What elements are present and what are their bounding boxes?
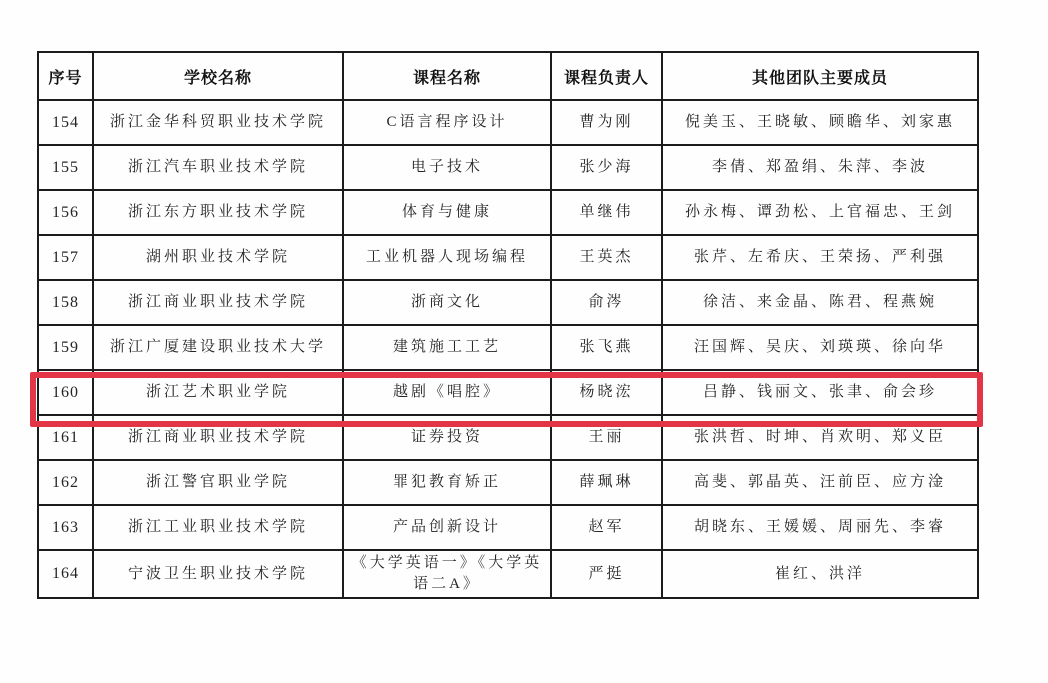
table-row [38,145,978,190]
cell-school: 宁波卫生职业技术学院 [93,550,343,598]
col-header-members: 其他团队主要成员 [662,52,978,100]
cell-no: 163 [38,505,93,550]
cell-no: 155 [38,145,93,190]
cell-school: 浙江金华科贸职业技术学院 [93,100,343,145]
cell-course: 体育与健康 [343,190,551,235]
cell-leader: 薛珮琳 [551,460,662,505]
cell-leader: 严挺 [551,550,662,598]
table-row [38,505,978,550]
cell-members: 吕静、钱丽文、张聿、俞会珍 [662,370,978,415]
table-row [38,550,978,598]
cell-members: 李倩、郑盈绢、朱萍、李波 [662,145,978,190]
cell-course: 产品创新设计 [343,505,551,550]
cell-course: 证券投资 [343,415,551,460]
cell-school: 浙江警官职业学院 [93,460,343,505]
table-row [38,235,978,280]
cell-leader: 单继伟 [551,190,662,235]
cell-no: 156 [38,190,93,235]
cell-school: 浙江商业职业技术学院 [93,280,343,325]
cell-no: 161 [38,415,93,460]
cell-school: 浙江汽车职业技术学院 [93,145,343,190]
table-row [38,325,978,370]
cell-school: 浙江商业职业技术学院 [93,415,343,460]
cell-no: 158 [38,280,93,325]
col-header-no: 序号 [38,52,93,100]
cell-leader: 王英杰 [551,235,662,280]
cell-members: 张洪哲、时坤、肖欢明、郑义臣 [662,415,978,460]
table-row [38,460,978,505]
cell-school: 浙江工业职业技术学院 [93,505,343,550]
cell-leader: 赵军 [551,505,662,550]
cell-leader: 曹为刚 [551,100,662,145]
cell-no: 157 [38,235,93,280]
cell-school: 浙江艺术职业学院 [93,370,343,415]
cell-course: 工业机器人现场编程 [343,235,551,280]
cell-no: 160 [38,370,93,415]
col-header-course: 课程名称 [343,52,551,100]
cell-no: 164 [38,550,93,598]
cell-course: 罪犯教育矫正 [343,460,551,505]
cell-members: 汪国辉、吴庆、刘瑛瑛、徐向华 [662,325,978,370]
cell-no: 154 [38,100,93,145]
course-award-table [37,51,979,599]
cell-leader: 王丽 [551,415,662,460]
table-row [38,190,978,235]
cell-members: 孙永梅、谭劲松、上官福忠、王剑 [662,190,978,235]
cell-members: 倪美玉、王晓敏、顾瞻华、刘家惠 [662,100,978,145]
cell-leader: 杨晓浤 [551,370,662,415]
cell-course: 电子技术 [343,145,551,190]
cell-leader: 张少海 [551,145,662,190]
cell-leader: 俞涔 [551,280,662,325]
cell-leader: 张飞燕 [551,325,662,370]
cell-school: 湖州职业技术学院 [93,235,343,280]
cell-no: 162 [38,460,93,505]
cell-members: 崔红、洪洋 [662,550,978,598]
table-row-highlighted [38,370,978,415]
cell-school: 浙江广厦建设职业技术大学 [93,325,343,370]
cell-members: 徐洁、来金晶、陈君、程燕婉 [662,280,978,325]
table-row [38,100,978,145]
cell-members: 胡晓东、王媛媛、周丽先、李睿 [662,505,978,550]
cell-school: 浙江东方职业技术学院 [93,190,343,235]
cell-course: C语言程序设计 [343,100,551,145]
cell-course: 浙商文化 [343,280,551,325]
table-row [38,415,978,460]
cell-members: 张芹、左希庆、王荣扬、严利强 [662,235,978,280]
cell-no: 159 [38,325,93,370]
col-header-leader: 课程负责人 [551,52,662,100]
table-row [38,280,978,325]
cell-course: 越剧《唱腔》 [343,370,551,415]
cell-course: 《大学英语一》《大学英语二A》 [343,550,551,598]
col-header-school: 学校名称 [93,52,343,100]
cell-members: 高斐、郭晶英、汪前臣、应方淦 [662,460,978,505]
header-row [38,52,978,100]
cell-course: 建筑施工工艺 [343,325,551,370]
